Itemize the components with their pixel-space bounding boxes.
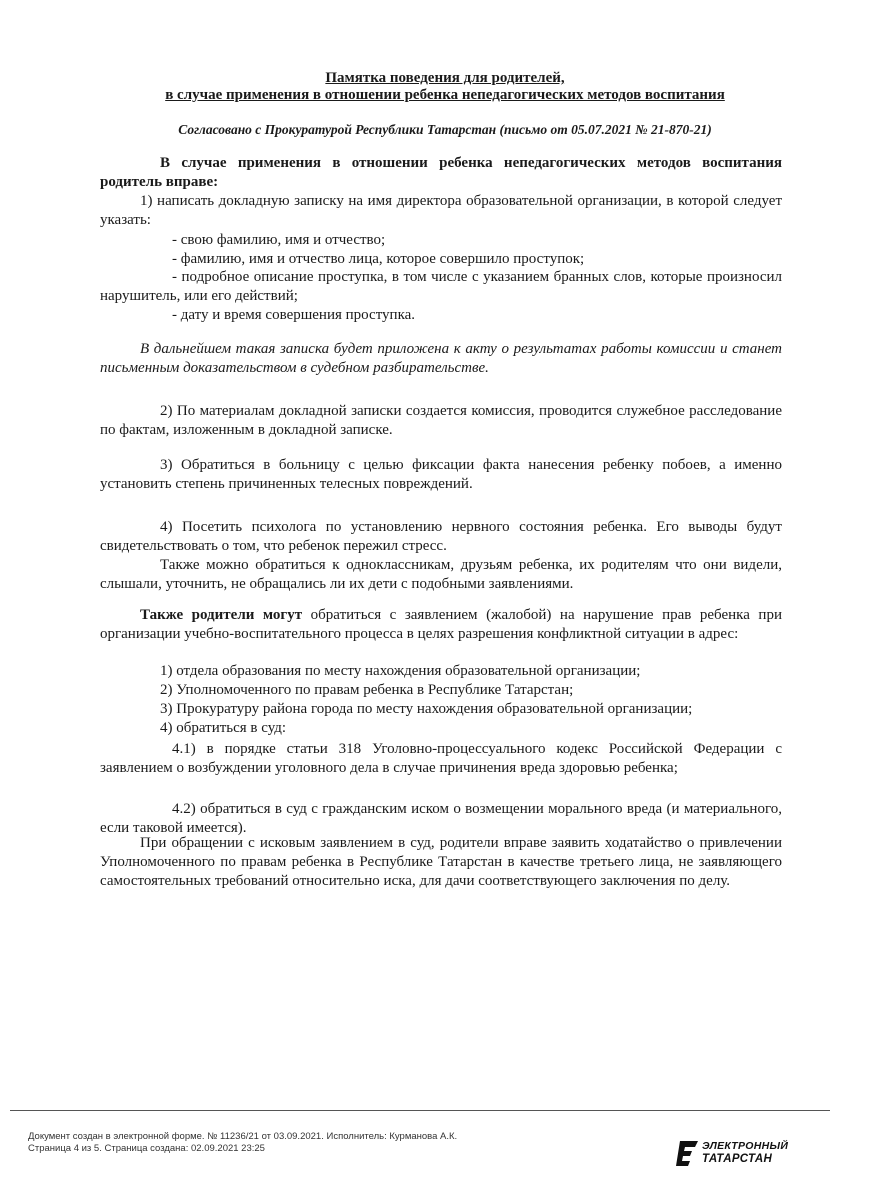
item4-paragraph: 4) Посетить психолога по установлению нервного состояния ребенка. Его выводы будут свидетельствовать о том, что ребенок пережил стресс. (100, 519, 782, 554)
address-item: 3) Прокуратуру района города по месту нахождения образовательной организации; (160, 701, 693, 717)
document-title-line1: Памятка поведения для родителей, (325, 70, 565, 86)
item1-intro: 1) написать докладную записку на имя директора образовательной организации, в которой следует указать: (100, 193, 782, 228)
logo-line2: ТАТАРСТАН (702, 1153, 773, 1165)
address-item: 2) Уполномоченного по правам ребенка в Республике Татарстан; (160, 682, 574, 698)
bullet-item: - дату и время совершения проступка. (172, 307, 416, 323)
logo-line1: ЭЛЕКТРОННЫЙ (702, 1140, 789, 1152)
footer-document-info: Документ создан в электронной форме. № 11236/21 от 03.09.2021. Исполнитель: Курманова А.К. (28, 1131, 458, 1142)
electronic-tatarstan-logo (676, 1137, 792, 1169)
section1-lead: В случае применения в отношении ребенка непедагогических методов воспитания родитель вправе: (100, 155, 782, 190)
subitem-4-1: 4.1) в порядке статьи 318 Уголовно-процессуального кодекс Российской Федерации с заявлением о возбуждении уголовного дела в случае причинения вреда здоровью ребенка; (100, 741, 782, 776)
item4-extra-paragraph: Также можно обратиться к одноклассникам, друзьям ребенка, их родителям что они видели, слышали, уточнить, не обращались ли их дети с подобными заявлениями. (100, 557, 782, 592)
bullet-item: - фамилию, имя и отчество лица, которое совершило проступок; (172, 251, 585, 267)
closing-paragraph: При обращении с исковым заявлением в суд, родители вправе заявить ходатайство о привлечении Уполномоченного по правам ребенка в Республике Татарстан в качестве третьего лица, не заявляющего самостоятельных требований относительно иска, для дачи соответствующего заключения по делу. (100, 835, 782, 889)
document-title-line2: в случае применения в отношении ребенка непедагогических методов воспитания (165, 87, 725, 103)
italic-note: В дальнейшем такая записка будет приложена к акту о результатах работы комиссии и станет письменным доказательством в судебном разбирательстве. (100, 341, 782, 376)
section2-lead-bold: Также родители могут (140, 607, 303, 623)
bullet-item: - подробное описание проступка, в том числе с указанием бранных слов, которые произносил нарушитель, или его действий; (100, 269, 782, 304)
footer-page-info: Страница 4 из 5. Страница создана: 02.09.2021 23:25 (28, 1143, 265, 1154)
section2-lead (100, 606, 782, 644)
item2-paragraph: 2) По материалам докладной записки создается комиссия, проводится служебное расследование по фактам, изложенным в докладной записке. (100, 403, 782, 438)
item3-paragraph: 3) Обратиться в больницу с целью фиксации факта нанесения ребенку побоев, а именно установить степень причиненных телесных повреждений. (100, 457, 782, 492)
footer-divider (10, 1110, 830, 1111)
electronic-tatarstan-logo-icon (676, 1139, 700, 1167)
subitem-4-2: 4.2) обратиться в суд с гражданским иском о возмещении морального вреда (и материального, если таковой имеется). (100, 801, 782, 836)
section2-lead-rest: обратиться с заявлением (жалобой) на нарушение прав ребенка при организации учебно-воспитательного процесса в целях разрешения конфликтной ситуации в адрес: (100, 607, 782, 642)
bullet-item: - свою фамилию, имя и отчество; (172, 232, 386, 248)
address-item: 1) отдела образования по месту нахождения образовательной организации; (160, 663, 641, 679)
agreement-note: Согласовано с Прокуратурой Республики Татарстан (письмо от 05.07.2021 № 21-870-21) (178, 122, 712, 137)
address-item: 4) обратиться в суд: (160, 720, 287, 736)
